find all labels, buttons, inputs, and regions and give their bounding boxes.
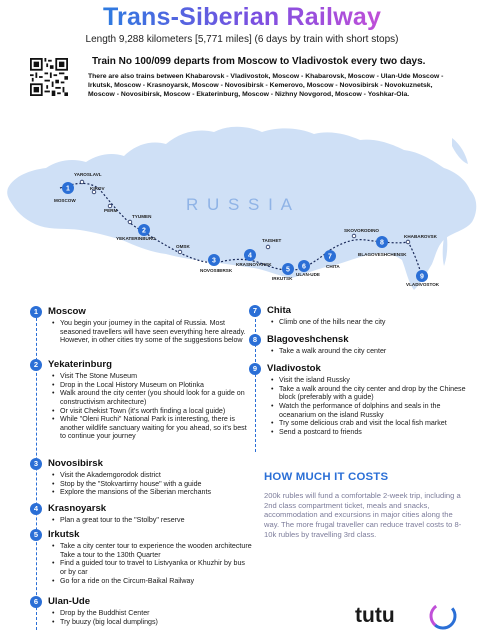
svg-text:7: 7 (328, 253, 332, 261)
stop-name: Yekaterinburg (48, 359, 112, 371)
city-label-krasnoyarsk: KRASNOYARSK (236, 262, 272, 267)
city-label-tyumen: TYUMEN (132, 214, 152, 219)
title-text: Trans-Siberian Railway (102, 3, 382, 31)
city-label-novosibirsk: NOVOSIBIRSK (200, 268, 233, 273)
map-marker-9 (416, 270, 428, 282)
svg-text:5: 5 (286, 266, 290, 274)
stop-tip: • Try some delicious crab and visit the local fish market (279, 419, 467, 428)
map-marker-8 (376, 236, 388, 248)
svg-text:3: 3 (212, 257, 216, 265)
tutu-logo (355, 596, 465, 630)
stop-name: Ulan-Ude (48, 596, 91, 608)
city-label-irkutsk: IRKUTSK (272, 276, 293, 281)
stop-tip: • Stop by the "Stokvartirny house" with a guide (60, 480, 252, 489)
stop-number-badge: 5 (30, 529, 42, 541)
stop-tip: • Take a walk around the city center (279, 347, 464, 356)
city-label-vladivostok: VLADIVOSTOK (406, 282, 440, 287)
qr-code-icon (30, 58, 68, 96)
stop-tip: • Find a guided tour to travel to Listvyanka or Khuzhir by bus or by car (60, 559, 252, 576)
svg-text:2: 2 (142, 227, 146, 235)
stop-tip: • Visit the Akademgorodok district (60, 471, 252, 480)
stop-number-badge: 1 (30, 306, 42, 318)
page-title (0, 0, 484, 32)
stop-yekaterinburg (30, 359, 250, 441)
stop-number-badge: 9 (249, 363, 261, 375)
map-marker-3 (208, 254, 220, 266)
main-train-info: Train No 100/099 departs from Moscow to Vladivostok every two days. (92, 56, 426, 67)
city-label-perm: PERM (104, 208, 118, 213)
costs-heading: HOW MUCH IT COSTS (264, 471, 389, 483)
stop-tip: • Watch the performance of dolphins and seals in the oceanarium on the island Russky (279, 402, 467, 419)
stop-name: Moscow (48, 306, 86, 318)
stop-tip: • Visit the island Russky (279, 376, 467, 385)
stop-moscow (30, 306, 250, 345)
stop-tip: • Or visit Chekist Town (it's worth finding a local guide) (60, 407, 250, 416)
map-marker-5 (282, 263, 294, 275)
stop-number-badge: 3 (30, 458, 42, 470)
stop-tip: • While "Oleni Ruchi" National Park is interesting, there is another wildlife sanctuary waiting for you ahead, so it's best to continue your journey (60, 415, 250, 441)
logo-text: tutu (355, 604, 395, 627)
svg-text:4: 4 (248, 252, 252, 260)
stop-number-badge: 6 (30, 596, 42, 608)
svg-text:1: 1 (66, 185, 70, 193)
stop-irkutsk (30, 529, 252, 585)
city-label-blagoveshchensk: BLAGOVESHCHENSK (358, 252, 407, 257)
stop-krasnoyarsk (30, 503, 250, 525)
stop-name: Blagoveshchensk (267, 334, 349, 346)
stop-tip: • Visit The Stone Museum (60, 372, 250, 381)
stop-number-badge: 8 (249, 334, 261, 346)
stop-name: Chita (267, 305, 291, 317)
stop-name: Novosibirsk (48, 458, 103, 470)
svg-text:9: 9 (420, 273, 424, 281)
country-label: R U S S I A (186, 195, 294, 214)
route-length: Length 9,288 kilometers [5,771 miles] (6 days by train with short stops) (85, 34, 399, 45)
stop-novosibirsk (30, 458, 252, 497)
stop-number-badge: 2 (30, 359, 42, 371)
stop-tip: • You begin your journey in the capital of Russia. Most seasoned travellers will have seen everything here already. However, in other cities try some of the suggestions below (60, 319, 250, 345)
stop-tip: • Climb one of the hills near the city (279, 318, 464, 327)
stop-ulan-ude (30, 596, 250, 626)
stop-tip: • Try buuzy (big local dumplings) (60, 618, 250, 627)
stop-tip: • Walk around the city center (you should look for a guide on constructivism architecture) (60, 389, 250, 406)
map-marker-2 (138, 224, 150, 236)
city-label-yekaterinburg: YEKATERINBURG (116, 236, 156, 241)
city-label-taishet: TAISHET (262, 238, 282, 243)
map-marker-7 (324, 250, 336, 262)
map-marker-4 (244, 249, 256, 261)
stop-tip: • Take a city center tour to experience the wooden architecture Take a tour to the 130th Quarter (60, 542, 252, 559)
stop-tip: • Explore the mansions of the Siberian merchants (60, 488, 252, 497)
city-label-chita: CHITA (326, 264, 340, 269)
stop-number-badge: 7 (249, 305, 261, 317)
city-label-ulan-ude: ULAN-UDE (296, 272, 320, 277)
route-map (0, 118, 484, 310)
city-label-skovorodino: SKOVORODINO (344, 228, 379, 233)
stop-vladivostok (249, 363, 467, 436)
stop-tip: • Plan a great tour to the "Stolby" reserve (60, 516, 250, 525)
map-marker-6 (298, 260, 310, 272)
stop-tip: • Drop by the Buddhist Center (60, 609, 250, 618)
city-label-omsk: OMSK (176, 244, 190, 249)
stop-tip: • Go for a ride on the Circum-Baikal Railway (60, 577, 252, 586)
costs-text: 200k rubles will fund a comfortable 2-week trip, including a 2nd class compartment ticket, meals and snacks, accommodation and excursions in major cities along the way. The more frugal traveller can reduce travel costs to 8-10k rubles by travelling 3rd class. (264, 491, 462, 539)
stop-name: Vladivostok (267, 363, 321, 375)
stop-chita (249, 305, 464, 327)
other-trains-info: There are also trains between Khabarovsk - Vladivostok, Moscow - Khabarovsk, Moscow - Ulan-Ude Moscow - Irkutsk, Moscow - Krasnoyarsk, Moscow - Novosibirsk - Kemerovo, Moscow - Novosibirsk - Novokuznetsk, Moscow - Novosibirsk, Moscow - Ekaterinburg, Moscow - Nizhny Novgorod, Moscow - Yoshkar-Ola. (88, 73, 444, 98)
stop-name: Irkutsk (48, 529, 80, 541)
stop-tip: • Send a postcard to friends (279, 428, 467, 437)
city-label-kirov: KIROV (90, 186, 105, 191)
svg-text:8: 8 (380, 239, 384, 247)
stop-tip: • Take a walk around the city center and drop by the Chinese block (preferably with a guide) (279, 385, 467, 402)
stop-tip: • Drop in the Local History Museum on Plotinka (60, 381, 250, 390)
stop-blagoveshchensk (249, 334, 464, 356)
city-label-moscow: MOSCOW (54, 198, 76, 203)
stop-number-badge: 4 (30, 503, 42, 515)
city-label-khabarovsk: KHABAROVSK (404, 234, 437, 239)
stop-name: Krasnoyarsk (48, 503, 107, 515)
map-marker-1 (62, 182, 74, 194)
kamchatka (452, 138, 468, 164)
city-label-yaroslavl: YAROSLAVL (74, 172, 102, 177)
svg-text:6: 6 (302, 263, 306, 271)
